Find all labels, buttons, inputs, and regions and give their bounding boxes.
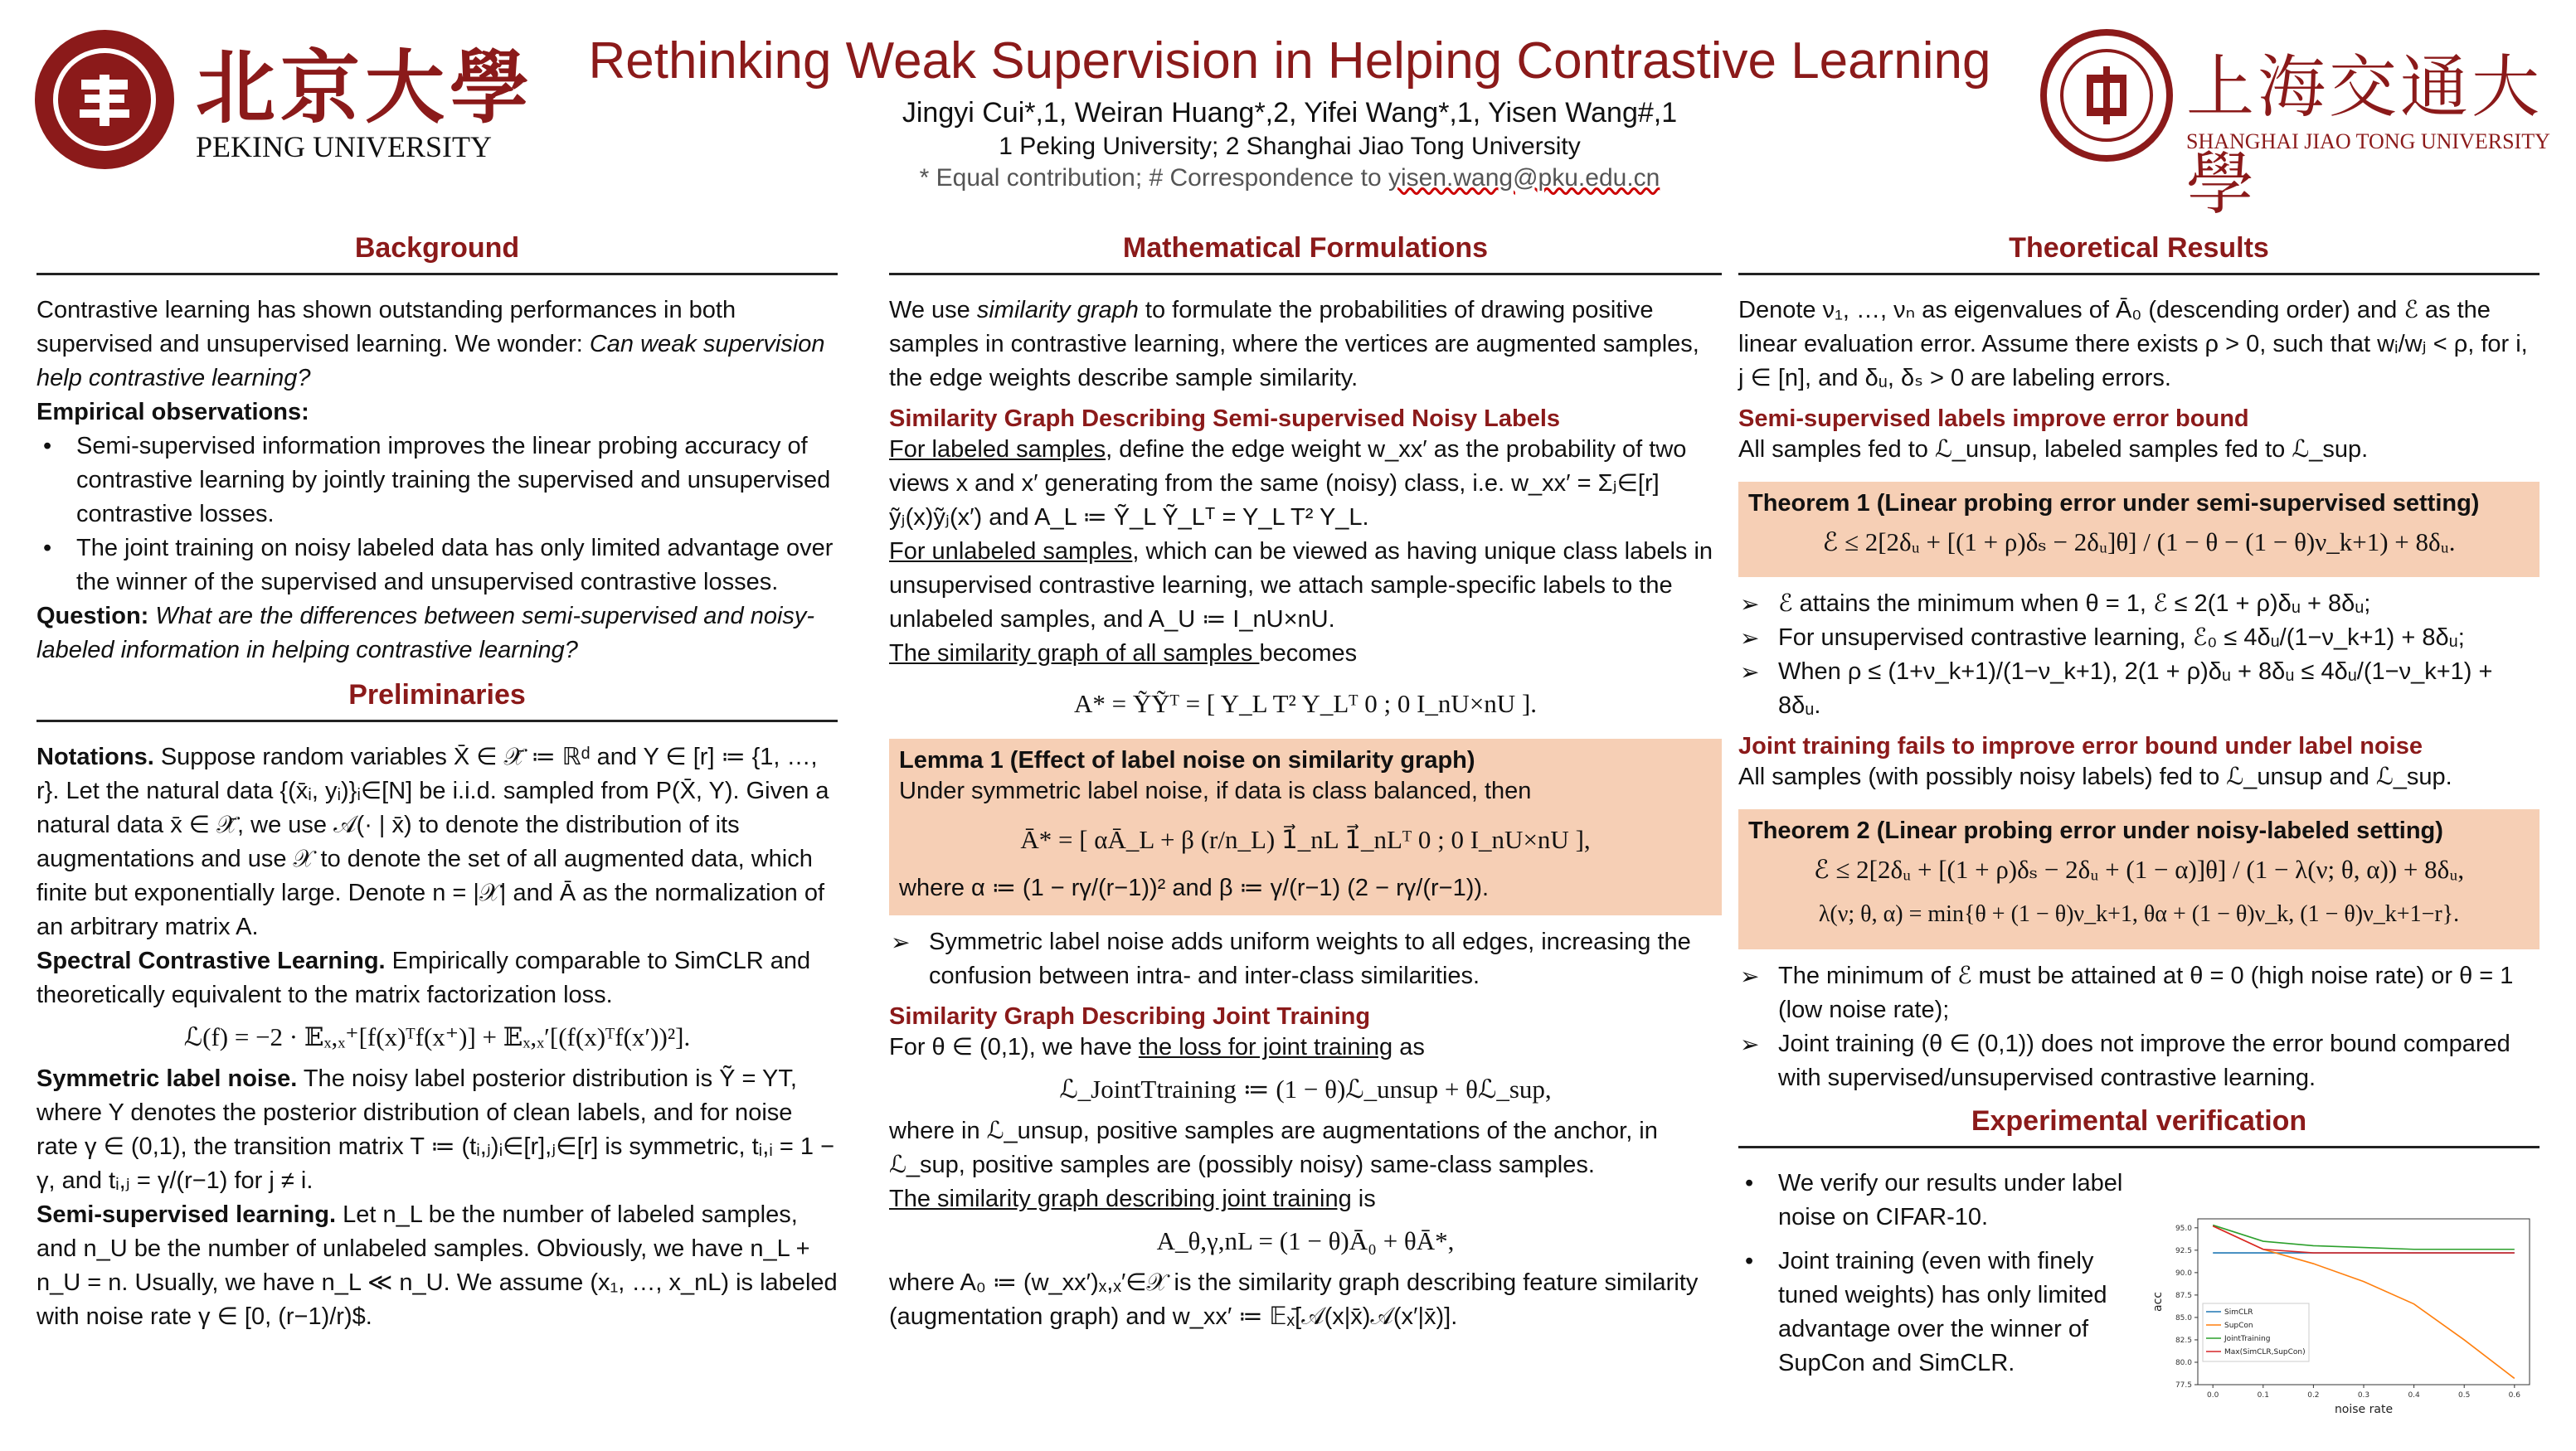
math-subtitle-noisy: Similarity Graph Describing Semi-supervised Noisy Labels xyxy=(889,405,1561,432)
background-question: Can weak supervision help contrastive learning? xyxy=(36,331,825,391)
pku-english-name: PEKING UNIVERSITY xyxy=(196,130,492,163)
title-block xyxy=(547,25,2032,196)
theory-sub2-text: All samples (with possibly noisy labels) fed to ℒ_unsup and ℒ_sup. xyxy=(1738,764,2452,790)
experiment-title: Experimental verification xyxy=(1738,1105,2540,1148)
sjtu-logo xyxy=(2040,25,2554,222)
theory-sub1-text: All samples fed to ℒ_unsup, labeled samples fed to ℒ_sup. xyxy=(1738,436,2369,463)
joint-graph-post: is xyxy=(1351,1186,1376,1212)
notations-text: Suppose random variables X̄ ∈ 𝒳̄ ≔ ℝᵈ and Y ∈ [r] ≔ {1, …, r}. Let the natural data {(x̄ᵢ, yᵢ)}ᵢ∈[N] be i.i.d. sampled from P(X̄, Y). Given a natural data x̄ ∈ 𝒳̄, we use 𝒜(· | x̄) to denote the distribution of its augmentations and use 𝒳 to denote the set of all augmented data, which finite but exponentially large. Denote n = |𝒳| and Ā as the normalization of an arbitrary matrix A. xyxy=(36,744,829,940)
list-item: • Joint training (even with finely tuned weights) has only limited advantage over the winner of SupCon and SimCLR. xyxy=(1778,1245,2143,1381)
sjtu-english-name: SHANGHAI JIAO TONG UNIVERSITY xyxy=(2186,129,2550,153)
list-item: ➢ When ρ ≤ (1+ν_k+1)/(1−ν_k+1), 2(1 + ρ)δᵤ + 8δᵤ ≤ 4δᵤ/(1−ν_k+1) + 8δᵤ. xyxy=(1778,655,2540,723)
notations-paragraph xyxy=(36,740,838,944)
experiment-list xyxy=(1738,1167,2143,1381)
background-intro-text: Contrastive learning has shown outstanding performances in both supervised and unsupervised learning. We wonder: xyxy=(36,297,736,357)
pku-logo xyxy=(30,25,544,174)
y-tick-label: 92.5 xyxy=(2175,1246,2192,1255)
notations-label: Notations. xyxy=(36,744,154,770)
column-middle xyxy=(889,232,1722,1334)
y-axis-label: acc xyxy=(2151,1292,2165,1312)
lemma-remark-list xyxy=(889,925,1722,993)
label-noise-paragraph xyxy=(36,1062,838,1198)
joint-underlined: the loss for joint training xyxy=(1138,1034,1393,1060)
y-tick-label: 82.5 xyxy=(2175,1336,2192,1345)
joint-post: as xyxy=(1392,1034,1425,1060)
empirical-title: Empirical observations: xyxy=(36,399,309,425)
theorem2-equation: ℰ ≤ 2[2δᵤ + [(1 + ρ)δₛ − 2δᵤ + (1 − α)]θ] / (1 − λ(ν; θ, α)) + 8δᵤ, xyxy=(1813,855,2465,884)
chart-svg xyxy=(2148,1211,2546,1426)
list-item: ➢ For unsupervised contrastive learning, ℰ₀ ≤ 4δᵤ/(1−ν_k+1) + 8δᵤ; xyxy=(1778,621,2540,655)
math-intro-post: to formulate the probabilities of drawing positive samples in contrastive learning, where the vertices are augmented samples, the edge weights describe sample similarity. xyxy=(889,297,1699,391)
joint-graph-underlined: The similarity graph describing joint training xyxy=(889,1186,1352,1212)
theory-subtitle-noise: Joint training fails to improve error bound under label noise xyxy=(1738,733,2423,759)
list-item: ➢ Joint training (θ ∈ (0,1)) does not improve the error bound compared with supervised/unsupervised contrastive learning. xyxy=(1778,1027,2540,1095)
math-subtitle-joint: Similarity Graph Describing Joint Training xyxy=(889,1003,1371,1030)
unlabeled-underlined: For unlabeled samples xyxy=(889,538,1133,565)
list-item: ➢ Symmetric label noise adds uniform weights to all edges, increasing the confusion between intra- and inter-class similarities. xyxy=(929,925,1722,993)
empirical-list xyxy=(36,429,838,599)
sjtu-seal-icon xyxy=(2040,25,2173,166)
labeled-text: , define the edge weight w_xx′ as the probability of two views x and x′ generating from the same (noisy) class, i.e. w_xx′ = Σⱼ∈[r] ỹⱼ(x)ỹⱼ(x′) and A_L ≔ Ỹ_L Ỹ_Lᵀ = Y_L T² Y_L. xyxy=(889,436,1687,531)
pku-chinese-name: 北京大學 xyxy=(196,44,534,133)
joint-equation: ℒ_JointTtraining ≔ (1 − θ)ℒ_unsup + θℒ_sup, xyxy=(1059,1075,1552,1104)
unlabeled-text: , which can be viewed as having unique class labels in unsupervised contrastive learning, we attach sample-specific labels to the unlabeled samples, and A_U ≔ I_nU×nU. xyxy=(889,538,1713,633)
theorem1-box xyxy=(1738,482,2540,577)
y-tick-label: 87.5 xyxy=(2175,1291,2192,1300)
astar-equation: A* = ỸỸᵀ = [ Y_L T² Y_Lᵀ 0 ; 0 I_nU×nU ]. xyxy=(1073,689,1538,718)
x-tick-label: 0.3 xyxy=(2357,1391,2370,1400)
math-intro-emphasis: similarity graph xyxy=(976,297,1139,323)
y-tick-label: 77.5 xyxy=(2175,1381,2192,1390)
x-tick-label: 0.5 xyxy=(2458,1391,2471,1400)
column-left xyxy=(36,232,838,1334)
question-label: Question: xyxy=(36,603,156,629)
sln-text: The noisy label posterior distribution is Ỹ = YT, where Y denotes the posterior distribution of clean labels, and for noise rate γ ∈ (0,1), the transition matrix T ≔ (tᵢ,ⱼ)ᵢ∈[r],ⱼ∈[r] is symmetric, tᵢ,ᵢ = 1 − γ, and tᵢ,ⱼ = γ/(r−1) for j ≠ i. xyxy=(36,1065,835,1194)
list-item: ➢ The minimum of ℰ must be attained at θ = 0 (high noise rate) or θ = 1 (low noise rate); xyxy=(1778,959,2540,1027)
list-item: • Semi-supervised information improves the linear probing accuracy of contrastive learning by jointly training the supervised and unsupervised contrastive losses. xyxy=(76,429,838,531)
lemma-text: Under symmetric label noise, if data is class balanced, then xyxy=(899,778,1532,804)
math-intro xyxy=(889,294,1722,396)
y-tick-label: 90.0 xyxy=(2175,1269,2192,1278)
ssl-text: Let n_L be the number of labeled samples, and n_U be the number of unlabeled samples. Obviously, we have n_L + n_U = n. Usually, we have n_L ≪ n_U. We assume (x₁, …, x_nL) is labeled with noise rate γ ∈ [0, (r−1)/r)$. xyxy=(36,1201,838,1330)
joint-paragraph xyxy=(889,1031,1722,1065)
list-item: ➢ ℰ attains the minimum when θ = 1, ℰ ≤ 2(1 + ρ)δᵤ + 8δᵤ; xyxy=(1778,587,2540,621)
poster-title: Rethinking Weak Supervision in Helping Contrastive Learning xyxy=(588,32,1991,90)
final-paragraph: where A₀ ≔ (w_xx′)ₓ,ₓ′∈𝒳 is the similarity graph describing feature similarity (augmentation graph) and w_xx′ ≔ 𝔼ₓ̄[𝒜(x|x̄)𝒜(x′|x̄)]. xyxy=(889,1269,1699,1330)
email-link[interactable]: yisen.wang@pku.edu.cn xyxy=(1388,164,1660,192)
theorem2-remarks xyxy=(1738,959,2540,1095)
noise-rate-chart xyxy=(2148,1211,2546,1426)
x-tick-label: 0.0 xyxy=(2207,1391,2219,1400)
math-intro-pre: We use xyxy=(889,297,977,323)
semi-supervised-paragraph xyxy=(36,1198,838,1334)
x-tick-label: 0.1 xyxy=(2257,1391,2269,1400)
research-question xyxy=(36,599,838,667)
theorem1-equation: ℰ ≤ 2[2δᵤ + [(1 + ρ)δₛ − 2δᵤ]θ] / (1 − θ − (1 − θ)ν_k+1) + 8δᵤ. xyxy=(1822,527,2456,556)
unlabeled-paragraph xyxy=(889,535,1722,637)
background-title: Background xyxy=(36,232,838,275)
theorem2-lambda: λ(ν; θ, α) = min{θ + (1 − θ)ν_k+1, θα + (1 − θ)ν_k, (1 − θ)ν_k+1−r}. xyxy=(1818,901,2460,927)
authors: Jingyi Cui*,1, Weiran Huang*,2, Yifei Wang*,1, Yisen Wang#,1 xyxy=(902,97,1678,129)
scl-equation: ℒ(f) = −2 · 𝔼ₓ,ₓ⁺[f(x)ᵀf(x⁺)] + 𝔼ₓ,ₓ′[(f(x)ᵀf(x′))²]. xyxy=(183,1022,691,1051)
joint-graph-equation: A_θ,γ,nL = (1 − θ)Ā₀ + θĀ*, xyxy=(1156,1226,1455,1255)
theory-intro: Denote ν₁, …, νₙ as eigenvalues of Ā₀ (descending order) and ℰ as the linear evaluation error. Assume there exists ρ > 0, such that wᵢ/wⱼ < ρ, for i, j ∈ [n], and δᵤ, δₛ > 0 are labeling errors. xyxy=(1738,297,2528,391)
background-intro xyxy=(36,294,838,396)
labeled-paragraph xyxy=(889,433,1722,535)
joint-pre: For θ ∈ (0,1), we have xyxy=(889,1034,1139,1060)
x-axis-label: noise rate xyxy=(2334,1403,2394,1416)
correspondence-prefix: * Equal contribution; # Correspondence to xyxy=(919,164,1389,192)
allgraph-text: becomes xyxy=(1259,640,1358,667)
sjtu-chinese-name: 上海交通大學 xyxy=(2186,50,2544,222)
scl-text: Empirically comparable to SimCLR and theoretically equivalent to the matrix factorization loss. xyxy=(36,948,811,1008)
list-item: • We verify our results under label noise on CIFAR-10. xyxy=(1778,1167,2143,1235)
poster-header xyxy=(0,0,2576,222)
x-tick-label: 0.2 xyxy=(2307,1391,2320,1400)
sln-label: Symmetric label noise. xyxy=(36,1065,298,1092)
scl-label: Spectral Contrastive Learning. xyxy=(36,948,386,974)
legend-label: JointTraining xyxy=(2224,1335,2271,1343)
theorem1-remarks xyxy=(1738,587,2540,723)
theorem2-title: Theorem 2 (Linear probing error under noisy-labeled setting) xyxy=(1748,818,2443,844)
theory-subtitle-semi: Semi-supervised labels improve error bound xyxy=(1738,405,2249,432)
preliminaries-title: Preliminaries xyxy=(36,679,838,722)
list-item: • The joint training on noisy labeled data has only limited advantage over the winner of the supervised and unsupervised contrastive losses. xyxy=(76,531,838,599)
y-tick-label: 95.0 xyxy=(2175,1224,2192,1233)
column-right xyxy=(1738,232,2540,1381)
labeled-underlined: For labeled samples xyxy=(889,436,1106,463)
joint-graph-paragraph xyxy=(889,1182,1722,1216)
joint-where: where in ℒ_unsup, positive samples are augmentations of the anchor, in ℒ_sup, positive samples are (possibly noisy) same-class samples. xyxy=(889,1118,1658,1178)
lemma-box xyxy=(889,739,1722,915)
theorem2-box xyxy=(1738,809,2540,949)
allgraph-paragraph xyxy=(889,637,1722,671)
legend-label: SupCon xyxy=(2224,1322,2253,1330)
x-tick-label: 0.6 xyxy=(2508,1391,2520,1400)
affiliations: 1 Peking University; 2 Shanghai Jiao Tong University xyxy=(999,133,1581,160)
y-tick-label: 80.0 xyxy=(2175,1358,2192,1367)
correspondence xyxy=(547,164,2032,192)
theorem1-title: Theorem 1 (Linear probing error under semi-supervised setting) xyxy=(1748,490,2480,517)
allgraph-underlined: The similarity graph of all samples xyxy=(889,640,1260,667)
question-text: What are the differences between semi-supervised and noisy-labeled information in helping contrastive learning? xyxy=(36,603,815,663)
legend-label: SimCLR xyxy=(2224,1308,2253,1317)
lemma-equation: Ā* = [ αĀ_L + β (r/n_L) 1⃗_nL 1⃗_nLᵀ 0 ; 0 I_nU×nU ], xyxy=(1020,825,1591,854)
theory-title: Theoretical Results xyxy=(1738,232,2540,275)
math-title: Mathematical Formulations xyxy=(889,232,1722,275)
x-tick-label: 0.4 xyxy=(2408,1391,2420,1400)
scl-paragraph xyxy=(36,944,838,1012)
y-tick-label: 85.0 xyxy=(2175,1313,2192,1322)
lemma-title: Lemma 1 (Effect of label noise on similarity graph) xyxy=(899,747,1475,774)
legend-label: Max(SimCLR,SupCon) xyxy=(2224,1348,2306,1356)
ssl-label: Semi-supervised learning. xyxy=(36,1201,337,1228)
lemma-where: where α ≔ (1 − rγ/(r−1))² and β ≔ γ/(r−1) (2 − rγ/(r−1)). xyxy=(899,875,1490,901)
